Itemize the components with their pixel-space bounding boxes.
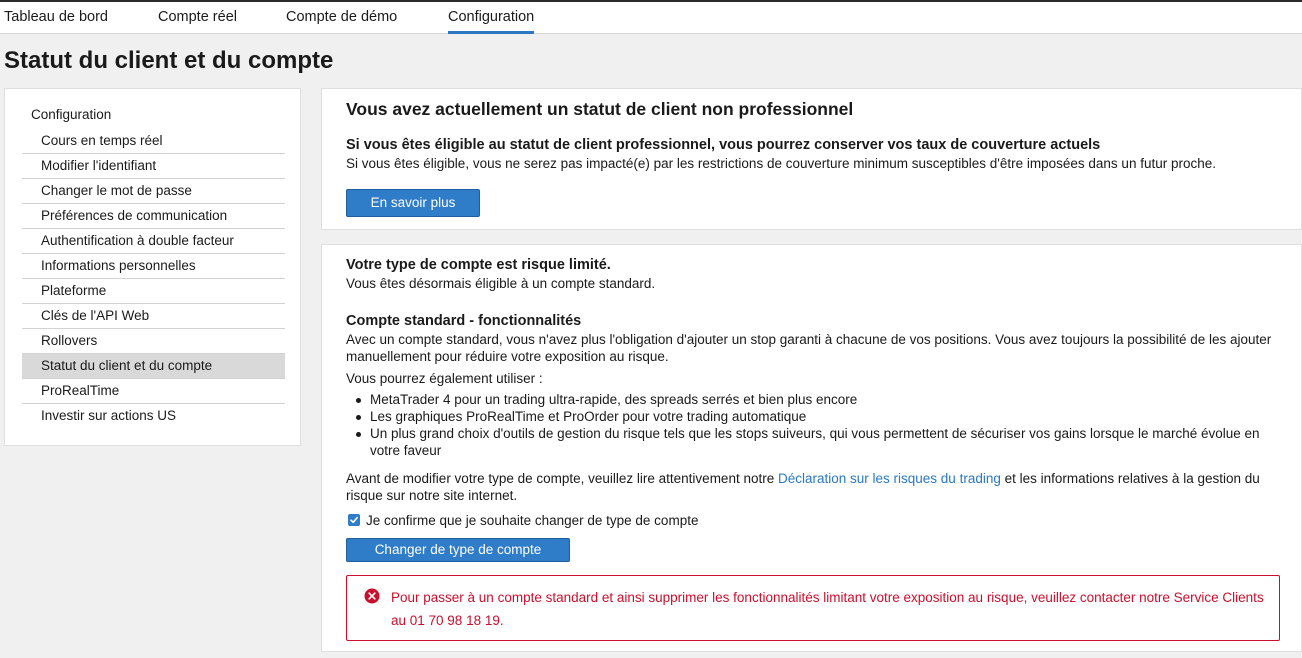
client-status-subtitle: Si vous êtes éligible au statut de client professionnel, vous pourrez conserver vos taux de couverture actuels bbox=[346, 137, 1101, 153]
learn-more-button[interactable]: En savoir plus bbox=[346, 189, 480, 217]
sidebar-item-statut-client-compte[interactable]: Statut du client et du compte bbox=[22, 354, 285, 379]
client-status-card bbox=[321, 88, 1302, 230]
account-type-body: Vous êtes désormais éligible à un compte standard. bbox=[346, 276, 656, 291]
error-circle-icon bbox=[364, 588, 380, 604]
list-item: MetaTrader 4 pour un trading ultra-rapide, des spreads serrés et bien plus encore bbox=[346, 391, 1276, 408]
risk-notice bbox=[346, 470, 1280, 504]
sidebar-item-cles-api-web[interactable]: Clés de l'API Web bbox=[22, 304, 285, 329]
confirm-label: Je confirme que je souhaite changer de type de compte bbox=[366, 513, 699, 528]
sidebar-item-prorealtime[interactable]: ProRealTime bbox=[22, 379, 285, 404]
sidebar-item-preferences-communication[interactable]: Préférences de communication bbox=[22, 204, 285, 229]
top-navigation bbox=[0, 0, 1302, 34]
page-title: Statut du client et du compte bbox=[4, 47, 334, 74]
features-body: Avec un compte standard, vous n'avez plus l'obligation d'ajouter un stop garanti à chacune de vos positions. Vous avez toujours la possibilité de les ajouter manuellement pour réduire votre exposition au risque. bbox=[346, 332, 1272, 364]
risk-declaration-link[interactable]: Déclaration sur les risques du trading bbox=[777, 471, 1001, 486]
sidebar-heading: Configuration bbox=[31, 107, 112, 122]
error-message: Pour passer à un compte standard et ainsi supprimer les fonctionnalités limitant votre exposition au risque, veuillez contacter notre Service Clients au 01 70 98 18 19. bbox=[391, 590, 1264, 628]
sidebar-item-plateforme[interactable]: Plateforme bbox=[22, 279, 285, 304]
sidebar-item-authentification-double-facteur[interactable]: Authentification à double facteur bbox=[22, 229, 285, 254]
change-account-type-button[interactable]: Changer de type de compte bbox=[346, 538, 570, 562]
sidebar-item-rollovers[interactable]: Rollovers bbox=[22, 329, 285, 354]
sidebar-item-changer-mot-de-passe[interactable]: Changer le mot de passe bbox=[22, 179, 285, 204]
sidebar-menu bbox=[22, 129, 285, 429]
tab-compte-reel[interactable]: Compte réel bbox=[158, 9, 237, 25]
tab-compte-de-demo[interactable]: Compte de démo bbox=[286, 9, 398, 25]
sidebar-item-investir-actions-us[interactable]: Investir sur actions US bbox=[41, 408, 177, 423]
risk-notice-before: Avant de modifier votre type de compte, veuillez lire attentivement notre bbox=[346, 471, 778, 486]
tab-configuration[interactable]: Configuration bbox=[448, 2, 534, 34]
account-type-card bbox=[321, 244, 1302, 652]
tab-tableau-de-bord[interactable]: Tableau de bord bbox=[4, 9, 108, 25]
risk-notice-after: et les informations relatives à la gestion du risque sur notre site internet. bbox=[346, 471, 1260, 503]
error-alert bbox=[346, 575, 1280, 641]
list-item: Un plus grand choix d'outils de gestion du risque tels que les stops suiveurs, qui vous permettent de sécuriser vos gains lorsque le marché évolue en votre faveur bbox=[346, 425, 1276, 459]
features-title: Compte standard - fonctionnalités bbox=[346, 313, 582, 329]
features-list bbox=[346, 391, 1276, 459]
sidebar bbox=[4, 88, 301, 446]
list-item: Les graphiques ProRealTime et ProOrder pour votre trading automatique bbox=[346, 408, 1276, 425]
features-also-use: Vous pourrez également utiliser : bbox=[346, 371, 543, 386]
account-type-title: Votre type de compte est risque limité. bbox=[346, 257, 611, 273]
sidebar-item-modifier-identifiant[interactable]: Modifier l'identifiant bbox=[22, 154, 285, 179]
client-status-body: Si vous êtes éligible, vous ne serez pas impacté(e) par les restrictions de couverture minimum susceptibles d'être imposées dans un futur proche. bbox=[346, 156, 1216, 171]
sidebar-item-cours-en-temps-reel[interactable]: Cours en temps réel bbox=[22, 129, 285, 154]
checkmark-icon bbox=[349, 515, 359, 525]
client-status-title: Vous avez actuellement un statut de client non professionnel bbox=[346, 99, 854, 119]
confirm-row bbox=[348, 513, 698, 528]
confirm-checkbox[interactable] bbox=[348, 514, 360, 526]
sidebar-item-informations-personnelles[interactable]: Informations personnelles bbox=[22, 254, 285, 279]
